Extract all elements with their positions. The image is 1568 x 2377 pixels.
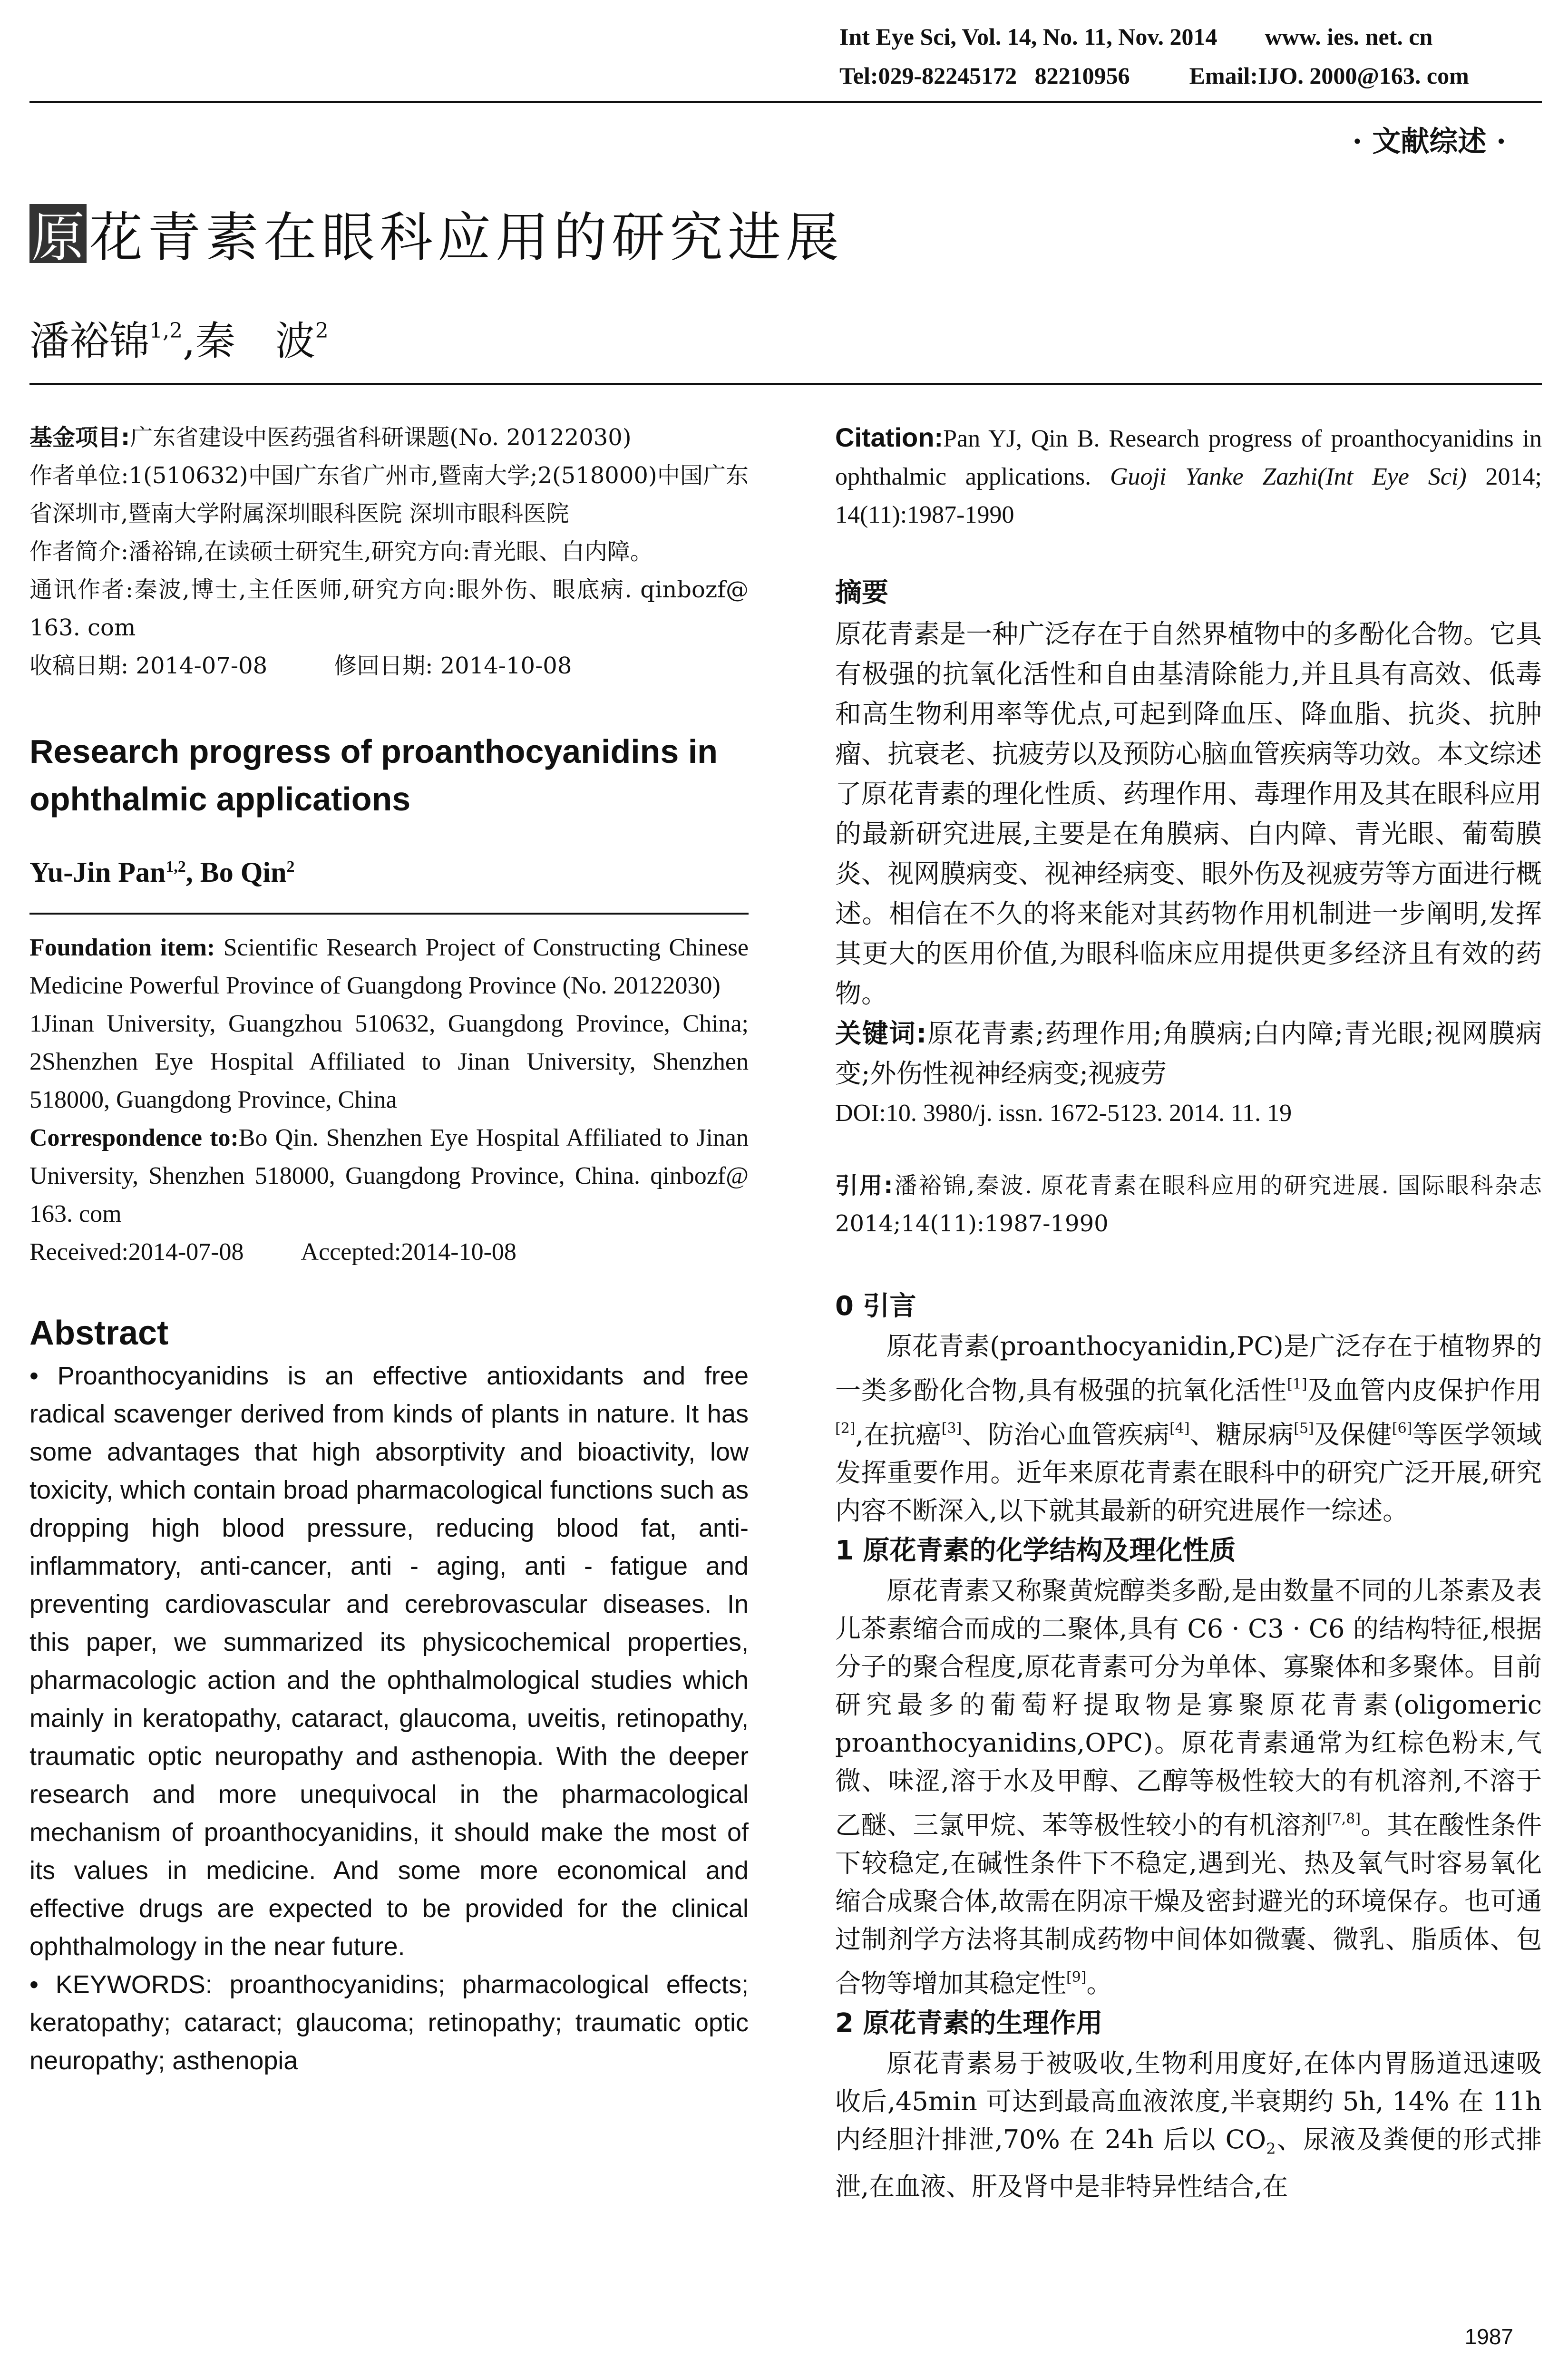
keywords-cn-text: 原花青素;药理作用;角膜病;白内障;青光眼;视网膜病变;外伤性视神经病变;视疲劳 bbox=[835, 1018, 1542, 1089]
section-2-heading: 2 原花青素的生理作用 bbox=[835, 2008, 1103, 2039]
correspondence-label: Correspondence to: bbox=[29, 1124, 239, 1151]
fund-text: 广东省建设中医药强省科研课题(No. 20122030) bbox=[130, 424, 632, 451]
left-column bbox=[29, 419, 749, 2080]
bio-line bbox=[29, 533, 749, 571]
bio-text: 潘裕锦,在读硕士研究生,研究方向:青光眼、白内障。 bbox=[128, 538, 653, 565]
unit-label: 作者单位: bbox=[29, 462, 129, 489]
revised-date: 修回日期: 2014-10-08 bbox=[334, 653, 572, 679]
citation-block bbox=[835, 419, 1542, 534]
cite-cn-block bbox=[835, 1167, 1542, 1243]
corr-label: 通讯作者: bbox=[29, 576, 134, 603]
section-label: · 文献综述 · bbox=[1352, 125, 1506, 158]
correspondence-text: Bo Qin. Shenzhen Eye Hospital Affiliated to Jinan University, Shenzhen 518000, Guangdong Province, China. qinbozf@ 163. com bbox=[29, 1124, 749, 1227]
english-authors bbox=[29, 856, 749, 889]
section-1-heading: 1 原花青素的化学结构及理化性质 bbox=[835, 1535, 1236, 1566]
author-affil: 2 bbox=[286, 858, 295, 876]
section-0-body: 原花青素(proanthocyanidin,PC)是广泛存在于植物界的一类多酚化合物,具有极强的抗氧化活性[1]及血管内皮保护作用[2],在抗癌[3]、防治心血管疾病[4]、糖尿病[5]及保健[6]等医学领域发挥重要作用。近年来原花青素在眼科中的研究广泛开展,研究内容不断深入,以下就其最新的研究进展作一综述。 bbox=[835, 1331, 1542, 1526]
citation-text: Pan YJ, Qin B. Research progress of proanthocyanidins in ophthalmic applications. bbox=[835, 425, 1542, 490]
foundation-label: Foundation item: bbox=[29, 934, 215, 961]
dates-line-en bbox=[29, 1233, 749, 1271]
received-date-en: Received:2014-07-08 bbox=[29, 1238, 244, 1266]
abstract-body: • Proanthocyanidins is an effective antioxidants and free radical scavenger derived from kinds of plants in nature. It has some advantages that high absorptivity and bioactivity, low toxicity, which contain broad pharmacological functions such as dropping high blood pressure, reducing blood fat, anti-inflammatory, anti-cancer, anti - aging, anti - fatigue and preventing cardiovascular and cerebrovascular diseases. In this paper, we summarized its physicochemical properties, pharmacologic action and the ophthalmological studies which mainly in keratopathy, cataract, glaucoma, uveitis, retinopathy, traumatic optic neuropathy and asthenopia. With the deeper research and more unequivocal in the pharmacological mechanism of proanthocyanidins, it should make the most of its values in medicine. And some more economical and effective drugs are expected to be provided for the clinical ophthalmology in the near future. bbox=[29, 1362, 749, 1961]
fund-label: 基金项目: bbox=[29, 424, 130, 451]
abstract-cn-heading: 摘要 bbox=[835, 577, 888, 608]
abstract-heading: Abstract bbox=[29, 1314, 169, 1352]
corr-text: 秦波,博士,主任医师,研究方向:眼外伤、眼底病. qinbozf@ 163. com bbox=[29, 576, 749, 641]
keywords-cn bbox=[835, 1013, 1542, 1093]
cite-cn-text: 潘裕锦,秦波. 原花青素在眼科应用的研究进展. 国际眼科杂志 2014;14(11):1987-1990 bbox=[835, 1172, 1542, 1237]
right-column bbox=[835, 419, 1542, 2206]
title-rule bbox=[29, 383, 1542, 385]
citation-volume: 2014; 14(11):1987-1990 bbox=[835, 463, 1542, 528]
correspondence-line bbox=[29, 1119, 749, 1233]
accepted-date-en: Accepted:2014-10-08 bbox=[301, 1238, 516, 1266]
author-sep: , bbox=[185, 857, 200, 888]
author-name: Yu-Jin Pan bbox=[29, 857, 166, 888]
ref-marker: [5] bbox=[1294, 1420, 1314, 1437]
corr-line bbox=[29, 571, 749, 647]
header-rule bbox=[29, 101, 1542, 103]
meta-chinese bbox=[29, 419, 749, 685]
keywords-en: • KEYWORDS: proanthocyanidins; pharmacological effects; keratopathy; cataract; glaucoma; retinopathy; traumatic optic neuropathy; asthenopia bbox=[29, 1970, 749, 2075]
ref-marker: [1] bbox=[1287, 1376, 1307, 1393]
ref-marker: [4] bbox=[1169, 1420, 1190, 1437]
english-title: Research progress of proanthocyanidins in ophthalmic applications bbox=[29, 733, 718, 818]
citation-label: Citation: bbox=[835, 422, 944, 452]
abstract-cn-body: 原花青素是一种广泛存在于自然界植物中的多酚化合物。它具有极强的抗氧化活性和自由基清除能力,并且具有高效、低毒和高生物利用率等优点,可起到降血压、降血脂、抗炎、抗肿瘤、抗衰老、抗疲劳以及预防心脑血管疾病等功效。本文综述了原花青素的理化性质、药理作用、毒理作用及其在眼科应用的最新研究进展,主要是在角膜病、白内障、青光眼、葡萄膜炎、视网膜病变、视神经病变、眼外伤及视疲劳等方面进行概述。相信在不久的将来能对其药物作用机制进一步阐明,发挥其更大的医用价值,为眼科临床应用提供更多经济且有效的药物。 bbox=[835, 619, 1542, 1009]
ref-marker: [9] bbox=[1066, 1969, 1087, 1986]
author-name: Bo Qin bbox=[200, 857, 287, 888]
fund-line bbox=[29, 419, 749, 457]
meta-english bbox=[29, 929, 749, 1271]
section-0-heading: 0 引言 bbox=[835, 1291, 916, 1322]
ref-marker: [3] bbox=[941, 1420, 962, 1437]
meta-rule bbox=[29, 913, 749, 915]
dates-line bbox=[29, 647, 749, 685]
journal-info-line: Int Eye Sci, Vol. 14, No. 11, Nov. 2014 www. ies. net. cn bbox=[839, 23, 1433, 50]
affiliation-line: 1Jinan University, Guangzhou 510632, Guangdong Province, China; 2Shenzhen Eye Hospital Affiliated to Jinan University, Shenzhen 518000, Guangdong Province, China bbox=[29, 1010, 749, 1113]
author-name: 秦 波 bbox=[195, 318, 315, 364]
foundation-line bbox=[29, 929, 749, 1005]
unit-line bbox=[29, 457, 749, 533]
bio-label: 作者简介: bbox=[29, 538, 129, 565]
subscript: 2 bbox=[1266, 2139, 1276, 2158]
section-2-body: 原花青素易于被吸收,生物利用度好,在体内胃肠道迅速吸收后,45min 可达到最高血液浓度,半衰期约 5h, 14% 在 11h 内经胆汁排泄,70% 在 24h 后以 $CO_2$、尿液及粪便的形式排泄,在血液、肝及肾中是非特异性结合,在 bbox=[835, 2048, 1542, 2202]
author-name: 潘裕锦 bbox=[29, 318, 150, 364]
received-date: 收稿日期: 2014-07-08 bbox=[29, 653, 268, 679]
ref-marker: [7,8] bbox=[1326, 1811, 1361, 1827]
title-text: 花青素在眼科应用的研究进展 bbox=[89, 207, 844, 269]
author-affil: 1,2 bbox=[149, 319, 183, 343]
keywords-cn-label: 关键词: bbox=[835, 1018, 927, 1049]
cite-cn-label: 引用: bbox=[835, 1172, 893, 1199]
authors-chinese bbox=[29, 309, 329, 367]
foundation-text: Scientific Research Project of Constructing Chinese Medicine Powerful Province of Guangdong Province (No. 20122030) bbox=[29, 934, 749, 999]
author-affil: 1,2 bbox=[166, 858, 186, 876]
citation-journal: Guoji Yanke Zazhi(Int Eye Sci) bbox=[1110, 463, 1467, 490]
ref-marker: [6] bbox=[1392, 1420, 1412, 1437]
contact-info-line: Tel:029-82245172 82210956 Email:IJO. 2000@163. com bbox=[839, 62, 1469, 89]
author-affil: 2 bbox=[315, 319, 329, 343]
author-sep: , bbox=[183, 318, 195, 364]
title-drop-cap: 原 bbox=[29, 204, 87, 263]
ref-marker: [2] bbox=[835, 1420, 856, 1437]
section-1-body: 原花青素又称聚黄烷醇类多酚,是由数量不同的儿茶素及表儿茶素缩合而成的二聚体,具有 C6 · C3 · C6 的结构特征,根据分子的聚合程度,原花青素可分为单体、寡聚体和多聚体。目前研究最多的葡萄籽提取物是寡聚原花青素(oligomeric proanthocyanidins,OPC)。原花青素通常为红棕色粉末,气微、味涩,溶于水及甲醇、乙醇等极性较大的有机溶剂,不溶于乙醚、三氯甲烷、苯等极性较小的有机溶剂[7,8]。其在酸性条件下较稳定,在碱性条件下不稳定,遇到光、热及氧气时容易氧化缩合成聚合体,故需在阴凉干燥及密封避光的环境保存。也可通过制剂学方法将其制成药物中间体如微囊、微乳、脂质体、包合物等增加其稳定性[9]。 bbox=[835, 1576, 1542, 1998]
page-number: 1987 bbox=[1464, 2324, 1513, 2349]
doi: DOI:10. 3980/j. issn. 1672-5123. 2014. 11. 19 bbox=[835, 1100, 1292, 1127]
article-title bbox=[29, 195, 844, 272]
unit-text: 1(510632)中国广东省广州市,暨南大学;2(518000)中国广东省深圳市,暨南大学附属深圳眼科医院 深圳市眼科医院 bbox=[29, 462, 749, 527]
